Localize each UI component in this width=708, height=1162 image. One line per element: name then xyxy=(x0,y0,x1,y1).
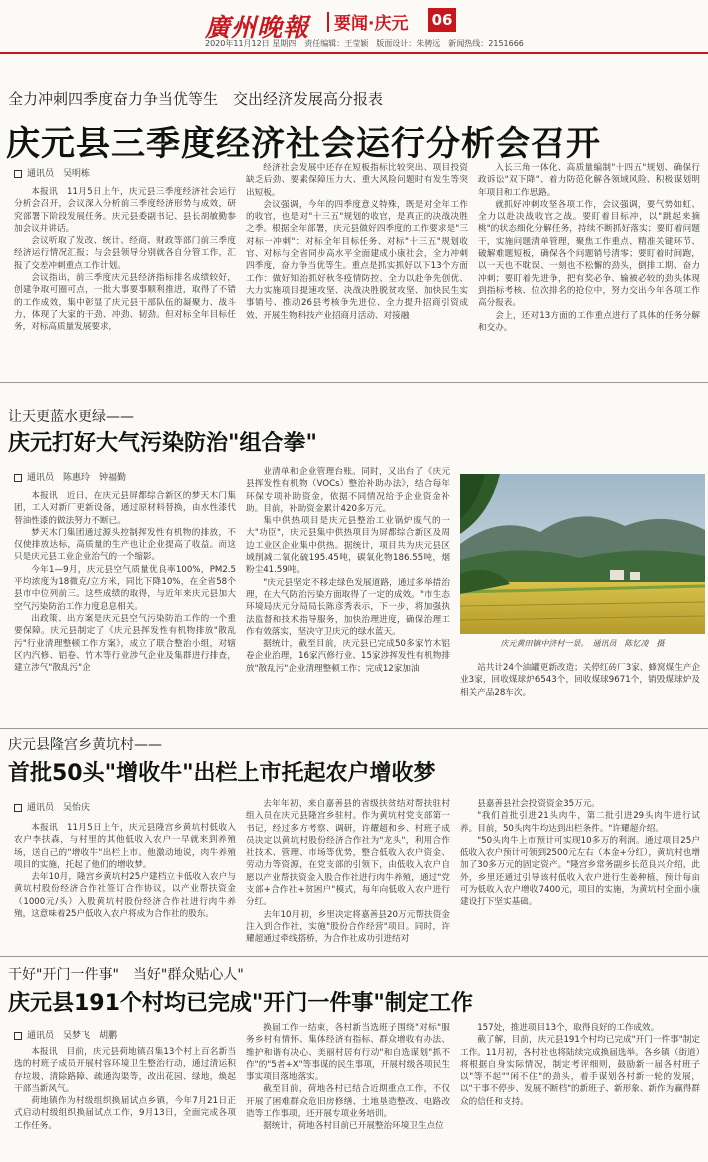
article2-col3 xyxy=(460,662,700,724)
paragraph: "我们首批引进21头肉牛，第二批引进29头肉牛进行试养。目前，50头肉牛均达到出栏条件。"许耀超介绍。 xyxy=(460,811,700,834)
paragraph: "庆元县坚定不移走绿色发展道路，通过多举措治理，在大气防治污染方面取得了一定的成效。"市生态环境局庆元分局局长陈彦秀表示，下一步，将加强执法监督和技术指导服务，加快治理进度，确保治理工作有效落实，坚决守卫庆元的绿水蓝天。 xyxy=(246,577,450,637)
paragraph: 据统计，荷地各村目前已开展整治环境卫生点位 xyxy=(263,1121,444,1132)
article2-byline xyxy=(14,470,126,483)
paragraph: 会议强调，今年的四季度意义特殊，既是对全年工作的收官，也是对"十三五"规划的收官，是真正的决战决胜之季。根据全年部署，庆元县做好四季度的工作要求是"三对标一冲刺"：对标全年目标任务、对标"十三五"规划收官、对标与全省同步高水平全面建成小康社会，全力冲刺四季度，奋力争当优等生。重点是抓实抓好以下13个方面工作：做好知治抓好秋冬疫情防控、全力以赴争先创优、大力实施项目提速攻坚、决战决胜脱贫攻坚、加快民生实事销号、推动26县考核争先进位、全力提升招商引资成效、开展生物科技产业招商月活动、对接融 xyxy=(246,199,468,321)
paragraph: 经济社会发展中还存在短板指标比较突出、项目投资缺乏后劲、要素保障压力大、重大风险问题时有发生等突出短板。 xyxy=(246,163,468,198)
paragraph: 站共计24个油罐更新改造；关停红砖厂3家、蜂窝煤生产企业3家，回收煤球炉6543个，回收煤球9671个，销毁煤球炉及相关产品28车次。 xyxy=(460,663,700,698)
article1-col3 xyxy=(478,162,700,378)
paragraph: 换届工作一结束，各村新当选班子围绕"对标"服务乡村有情怀、集体经济有指标、群众增收有办法、维护和谐有决心、美丽村居有行动"和自选谋划"抓不作"的"5者+X"等事谋的民生事项，开展村级各项民生事实项目落地落实。 xyxy=(246,1023,450,1083)
paragraph: 本报讯 目前，庆元县荷地镇召集13个村上百名新当选的村班子成员开展村容环境卫生整治行动，通过清运积存垃圾、清除路障、疏通沟渠等，改出花园、绿地，焕起干部当新风气。 xyxy=(14,1047,236,1094)
article3-col3 xyxy=(460,798,700,952)
paragraph: 本报讯 近日，在庆元县屏都综合新区的梦天木门集团，工人对新厂更新设备，通过原材料替换，由水性漆代替油性漆的做法努力不断已。 xyxy=(14,491,236,526)
article4-byline-text: 通讯员 吴梦飞 胡鹏 xyxy=(27,1031,118,1041)
landscape-photo-image xyxy=(460,474,705,634)
paragraph: 会上，还对13方面的工作重点进行了具体的任务分解和交办。 xyxy=(478,310,700,333)
article3-headline: 首批50头"增收牛"出栏上市托起农户增收梦 xyxy=(8,761,436,786)
article1-byline-text: 通讯员 吴明栋 xyxy=(27,169,91,179)
byline-marker-icon xyxy=(14,474,22,482)
paragraph: 出政策、出方案是庆元县空气污染防治工作的一个重要保障。庆元县制定了《庆元县挥发性有机物排放"散乱污"行业清理整顿工作方案》，成立了联合整治小组，对辖区内汽修、铝卷、竹木等行业涉气企业及集群进行排查，建立涉气"散乱污"企 xyxy=(14,613,236,674)
paragraph: 集中供热项目是庆元县整治工业锅炉废气的一大"功臣"，庆元县集中供热项目为屏都综合新区及周边工业区企业集中供热。据统计，项目共为庆元县区域削减二氧化硫195.45吨，碳氧化物186.55吨，烟粉尘41.59吨。 xyxy=(246,516,450,576)
article4-headline: 庆元县191个村均已完成"开门一件事"制定工作 xyxy=(8,991,473,1016)
article2-headline: 庆元打好大气污染防治"组合拳" xyxy=(8,431,317,456)
section-separator xyxy=(0,728,708,729)
byline-marker-icon xyxy=(14,1032,22,1040)
article4-col3 xyxy=(460,1022,700,1156)
section-separator xyxy=(0,956,708,957)
article4-kicker: 干好"开门一件事" 当好"群众贴心人" xyxy=(8,967,244,983)
paragraph: 荷地镇作为村级组织换届试点乡镇，今年7月21日正式启动村级组织换届试点工作，9月13日，全面完成各项工作任务。 xyxy=(14,1096,236,1131)
masthead-rule xyxy=(0,52,708,54)
paragraph: 157处，推进项目13个，取得良好的工作成效。 xyxy=(477,1023,660,1033)
article1-headline: 庆元县三季度经济社会运行分析会召开 xyxy=(6,124,601,164)
masthead-divider xyxy=(327,12,329,32)
paragraph: 去年年初，来自嘉善县的省级扶贫结对帮扶驻村组入员在庆元县隆宫乡驻村。作为黄坑村党支部第一书记，经过多方考察、调研，许耀超和乡、村班子成员决定以黄坑村股份经济合作社为"龙头"，利用合作社技术、管理、市场等优势，整合低收入农户资金、劳动力等资源，在党支部的引领下，由低收入农户自愿以产业帮扶资金入股合作社进行肉牛养殖，通过"党支部+合作社+贫困户"模式，每年向低收入农户进行分红。 xyxy=(246,799,450,908)
article3-kicker: 庆元县隆宫乡黄坑村—— xyxy=(8,737,162,753)
article2-byline-text: 通讯员 陈惠玲 钟福勤 xyxy=(27,473,127,483)
paragraph: 会议指出，前三季度庆元县经济指标排名成绩较好，创建争取可圈可点，一批大事要事顺利推进，取得了不错的工作成效，集中彰显了庆元县干部队伍的凝聚力、战斗力，体现了大家的干劲、冲劲、韧劲。但对标全年目标任务，对标高质量发展要求， xyxy=(14,273,236,333)
paragraph: 梦天木门集团通过源头控制挥发性有机物的排放，不仅使排放达标，高质量的生产也让企业提高了收益。而这只是庆元县工业企业治气的一个缩影。 xyxy=(14,527,236,563)
article4-byline xyxy=(14,1028,117,1041)
article1-byline xyxy=(14,166,90,179)
paragraph: 会议听取了发改、统计、经商、财政等部门前三季度经济运行情况汇报；与会县领导分别就各自分管工作，汇报了交差冲刺重点工作计划。 xyxy=(14,236,236,271)
page-number-badge: 06 xyxy=(428,8,456,32)
paragraph: 去年10月，隆宫乡黄坑村25户建档立卡低收入农户与黄坑村股份经济合作社签订合作协议，以产业帮扶资金（1000元/头）入股黄坑村股份经济合作社进行肉牛养殖，这意味着25户低收入农户将成为合作社的股东。 xyxy=(14,872,236,920)
article1-col1 xyxy=(14,186,236,378)
article4-col1 xyxy=(14,1046,236,1156)
byline-marker-icon xyxy=(14,804,22,812)
paragraph: 本报讯 11月5日上午，庆元县三季度经济社会运行分析会召开，会议深入分析前三季度经济形势与成效，研究部署下阶段发展任务。庆元县委副书记、县长胡敏勤参加会议并讲话。 xyxy=(14,187,236,234)
paragraph: 去年10月初，乡里决定将嘉善县20万元帮扶资金注入到合作社，实施"股份合作经营"项目。同时，许耀超通过牵线搭桥，为合作社成功引进结对 xyxy=(246,909,450,945)
paragraph: 本报讯 11月5日上午，庆元县隆宫乡黄坑村低收入农户李扶森，与村里的其他低收入农户一早就来到养殖场，送自己的"增收牛"出栏上市。他激动地说，肉牛养殖项目的实施，托起了他们的增收梦。 xyxy=(14,823,236,870)
article1-kicker: 全力冲刺四季度奋力争当优等生 交出经济发展高分报表 xyxy=(8,90,384,108)
paragraph: 截至目前，荷地各村已结合近期重点工作，不仅开展了困难群众危旧房修缮、土地垦造整改、电路改造等工作事项，还开展专项业务培训。 xyxy=(246,1084,450,1120)
paragraph: "50头肉牛上市预计可实现10多万的利润。通过项目25户低收入农户预计可领到2500元左右（本金+分红），黄坑村也增加了30多万元的固定资产。"隆宫乡常务副乡长范良兴介绍，此外，乡里还通过引导该村低收入农户进行生姜种植，预计每亩可为低收入农户增收7400元，项目的实施，为黄坑村全面小康建设打下坚实基础。 xyxy=(460,835,700,908)
article2-kicker: 让天更蓝水更绿—— xyxy=(8,409,134,425)
article3-byline xyxy=(14,800,90,813)
article2-col2 xyxy=(246,466,450,724)
article2-col1 xyxy=(14,490,236,722)
newspaper-logo: 廣州晚報 xyxy=(205,13,310,42)
article3-col1 xyxy=(14,822,236,952)
article4-col2 xyxy=(246,1022,450,1156)
landscape-photo xyxy=(460,474,705,634)
byline-marker-icon xyxy=(14,170,22,178)
paragraph: 今年1—9月，庆元县空气质量优良率100%，PM2.5平均浓度为18微克/立方米，同比下降10%，在全省58个县市中位列前三。这些成绩的取得，与近年来庆元县加大空气污染防治工作力度息息相关。 xyxy=(14,564,236,612)
paragraph: 据统计，截至目前，庆元县已完成50多家竹木铝卷企业治理，16家汽修行业、15家涉挥发性有机物排放"散乱污"企业清理整顿工作；完成12家加油 xyxy=(246,639,450,674)
article1-col2 xyxy=(246,162,468,378)
paragraph: 截了解，目前，庆元县191个村均已完成"开门一件事"制定工作。11月初，各村社也将陆续完成换届选举。各乡镇（街道）将根据自身实际情况，制定考评细则，鼓励新一届各村班子以"等不起""闲不住"的劲头，着手谋划各村新一轮的发展，以"干事不停步、发展不断档"的新班子、新形象、新作为赢得群众的信任和支持。 xyxy=(460,1035,700,1107)
section-title: 要闻·庆元 xyxy=(334,14,409,34)
paragraph: 县嘉善县社会投资资金35万元。 xyxy=(477,799,600,809)
paragraph: 入长三角一体化、高质量编制"十四五"规划、确保行政诉讼"双下降"、着力防范化解各领域风险、积极谋划明年项目和工作思路。 xyxy=(478,163,700,198)
photo-caption: 庆元黄田镇中济村一景。 通讯员 陈忆凌 摄 xyxy=(500,639,665,648)
article3-col2 xyxy=(246,798,450,952)
paragraph: 业清单和企业管理台账。同时，又出台了《庆元县挥发性有机物（VOCs）整治补助办法》，结合每年环保专项补助资金，依据不同情况给予企业资金补助。目前，补助资金累计420多万元。 xyxy=(246,467,450,514)
masthead-meta: 2020年11月12日 星期四 责任编辑：王莹颖 版面设计：朱骋远 新闻热线：2151666 xyxy=(205,39,524,48)
article3-byline-text: 通讯员 吴怡庆 xyxy=(27,803,91,813)
section-separator xyxy=(0,382,708,383)
paragraph: 就抓好冲刺攻坚各项工作，会议强调，要气势如虹、全力以赴决战收官之战。要盯着目标冲，以"跳起来摘桃"的状态细化分解任务，持续不断抓好落实；要盯着问题干，实施问题清单管理，聚焦工作重点、精准关键环节、破解难题短板，确保各个问题销号清零；要盯着时间跑，以一天也不耽误、一刻也不松懈的劲头，倒排工期、奋力冲刺；要盯着先进争，把有奖必争、输被必较的劲头体现到指标考核、位次排名的抢位中，努力交出今年各项工作高分报表。 xyxy=(478,199,700,309)
